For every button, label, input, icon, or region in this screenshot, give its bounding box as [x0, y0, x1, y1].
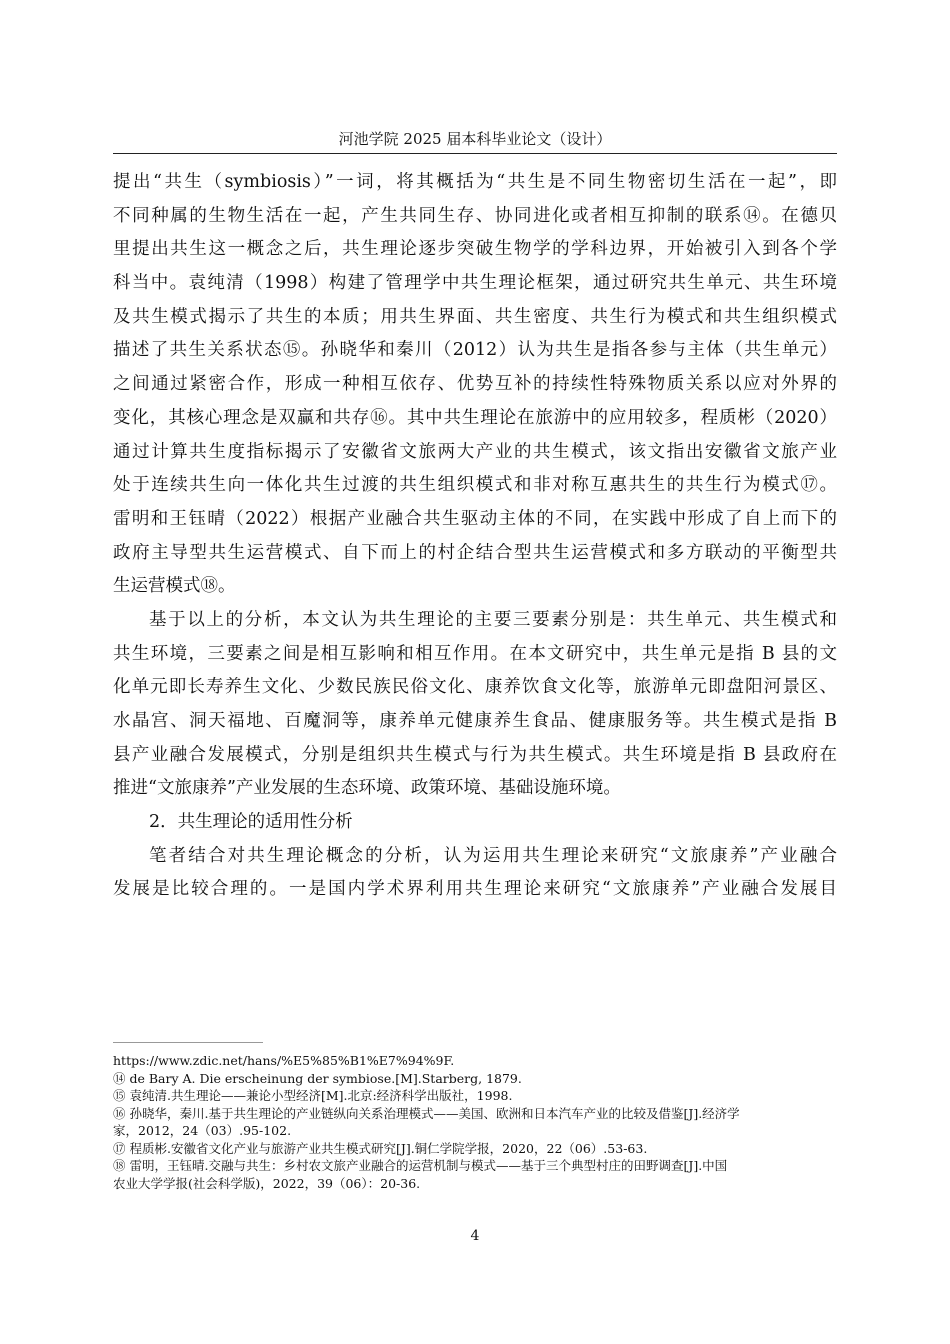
body-line: 政府主导型共生运营模式、自下而上的村企结合型共生运营模式和多方联动的平衡型共: [113, 542, 837, 563]
body-line: 通过计算共生度指标揭示了安徽省文旅两大产业的共生模式，该文指出安徽省文旅产业: [113, 441, 837, 462]
page-number: 4: [470, 1228, 480, 1244]
body-line: 之间通过紧密合作，形成一种相互依存、优势互补的持续性特殊物质关系以应对外界的: [113, 374, 837, 395]
footnotes: [113, 1052, 837, 1192]
body-line: 水晶宫、洞天福地、百魔洞等，康养单元健康养生食品、健康服务等。共生模式是指 B: [113, 711, 837, 731]
body-line: 推进“文旅康养”产业发展的生态环境、政策环境、基础设施环境。: [113, 778, 621, 799]
body-line: 描述了共生关系状态⑮。孙晓华和秦川（2012）认为共生是指各参与主体（共生单元）: [113, 340, 837, 361]
body-line: 科当中。袁纯清（1998）构建了管理学中共生理论框架，通过研究共生单元、共生环境: [113, 273, 837, 294]
body-line: 生运营模式⑱。: [113, 576, 236, 597]
footnote-line: https://www.zdic.net/hans/%E5%85%B1%E7%94%9F.: [113, 1053, 455, 1068]
body-line: 处于连续共生向一体化共生过渡的共生组织模式和非对称互惠共生的共生行为模式⑰。: [113, 475, 837, 496]
body-line: 县产业融合发展模式，分别是组织共生模式与行为共生模式。共生环境是指 B 县政府在: [113, 744, 837, 765]
body-line: 及共生模式揭示了共生的本质；用共生界面、共生密度、共生行为模式和共生组织模式: [113, 306, 837, 327]
footnote-line: ⑯ 孙晓华，秦川.基于共生理论的产业链纵向关系治理模式——美国、欧洲和日本汽车产业的比较及借鉴[J].经济学: [113, 1105, 740, 1121]
footnote-line: ⑰ 程质彬.安徽省文化产业与旅游产业共生模式研究[J].铜仁学院学报，2020，22（06）.53-63.: [113, 1140, 648, 1156]
section-heading: 2．共生理论的适用性分析: [149, 812, 353, 833]
page-header: 河池学院 2025 届本科毕业论文（设计）: [338, 130, 612, 148]
footnote-line: 家，2012，24（03）.95-102.: [113, 1123, 292, 1138]
footnote-line: ⑱ 雷明，王钰晴.交融与共生：乡村农文旅产业融合的运营机制与模式——基于三个典型村庄的田野调查[J].中国: [113, 1158, 728, 1173]
body-text: [113, 166, 837, 907]
body-line: 共生环境，三要素之间是相互影响和相互作用。在本文研究中，共生单元是指 B 县的文: [113, 643, 837, 664]
body-line: 里提出共生这一概念之后，共生理论逐步突破生物学的学科边界，开始被引入到各个学: [113, 239, 837, 260]
footnote-line: ⑮ 袁纯清.共生理论——兼论小型经济[M].北京:经济科学出版社，1998.: [113, 1088, 513, 1103]
body-line: 不同种属的生物生活在一起，产生共同生存、协同进化或者相互抑制的联系⑭。在德贝: [113, 205, 837, 226]
body-line: 雷明和王钰晴（2022）根据产业融合共生驱动主体的不同，在实践中形成了自上而下的: [113, 508, 837, 529]
footnote-divider: [113, 1042, 263, 1043]
body-line: 提出“共生（symbiosis）”一词，将其概括为“共生是不同生物密切生活在一起”，即: [113, 172, 837, 192]
footnote-line: 农业大学学报(社会科学版)，2022，39（06）：20-36.: [113, 1175, 421, 1191]
footnote-line: ⑭ de Bary A. Die erscheinung der symbiose.[M].Starberg, 1879.: [113, 1070, 522, 1086]
body-line: 笔者结合对共生理论概念的分析，认为运用共生理论来研究“文旅康养”产业融合: [149, 845, 837, 866]
body-line: 化单元即长寿养生文化、少数民族民俗文化、康养饮食文化等，旅游单元即盘阳河景区、: [113, 677, 837, 698]
body-line: 变化，其核心理念是双赢和共存⑯。其中共生理论在旅游中的应用较多，程质彬（2020）: [113, 407, 837, 428]
header-divider: [113, 153, 837, 154]
body-line: 发展是比较合理的。一是国内学术界利用共生理论来研究“文旅康养”产业融合发展目: [113, 879, 837, 900]
body-line: 基于以上的分析，本文认为共生理论的主要三要素分别是：共生单元、共生模式和: [149, 609, 837, 630]
